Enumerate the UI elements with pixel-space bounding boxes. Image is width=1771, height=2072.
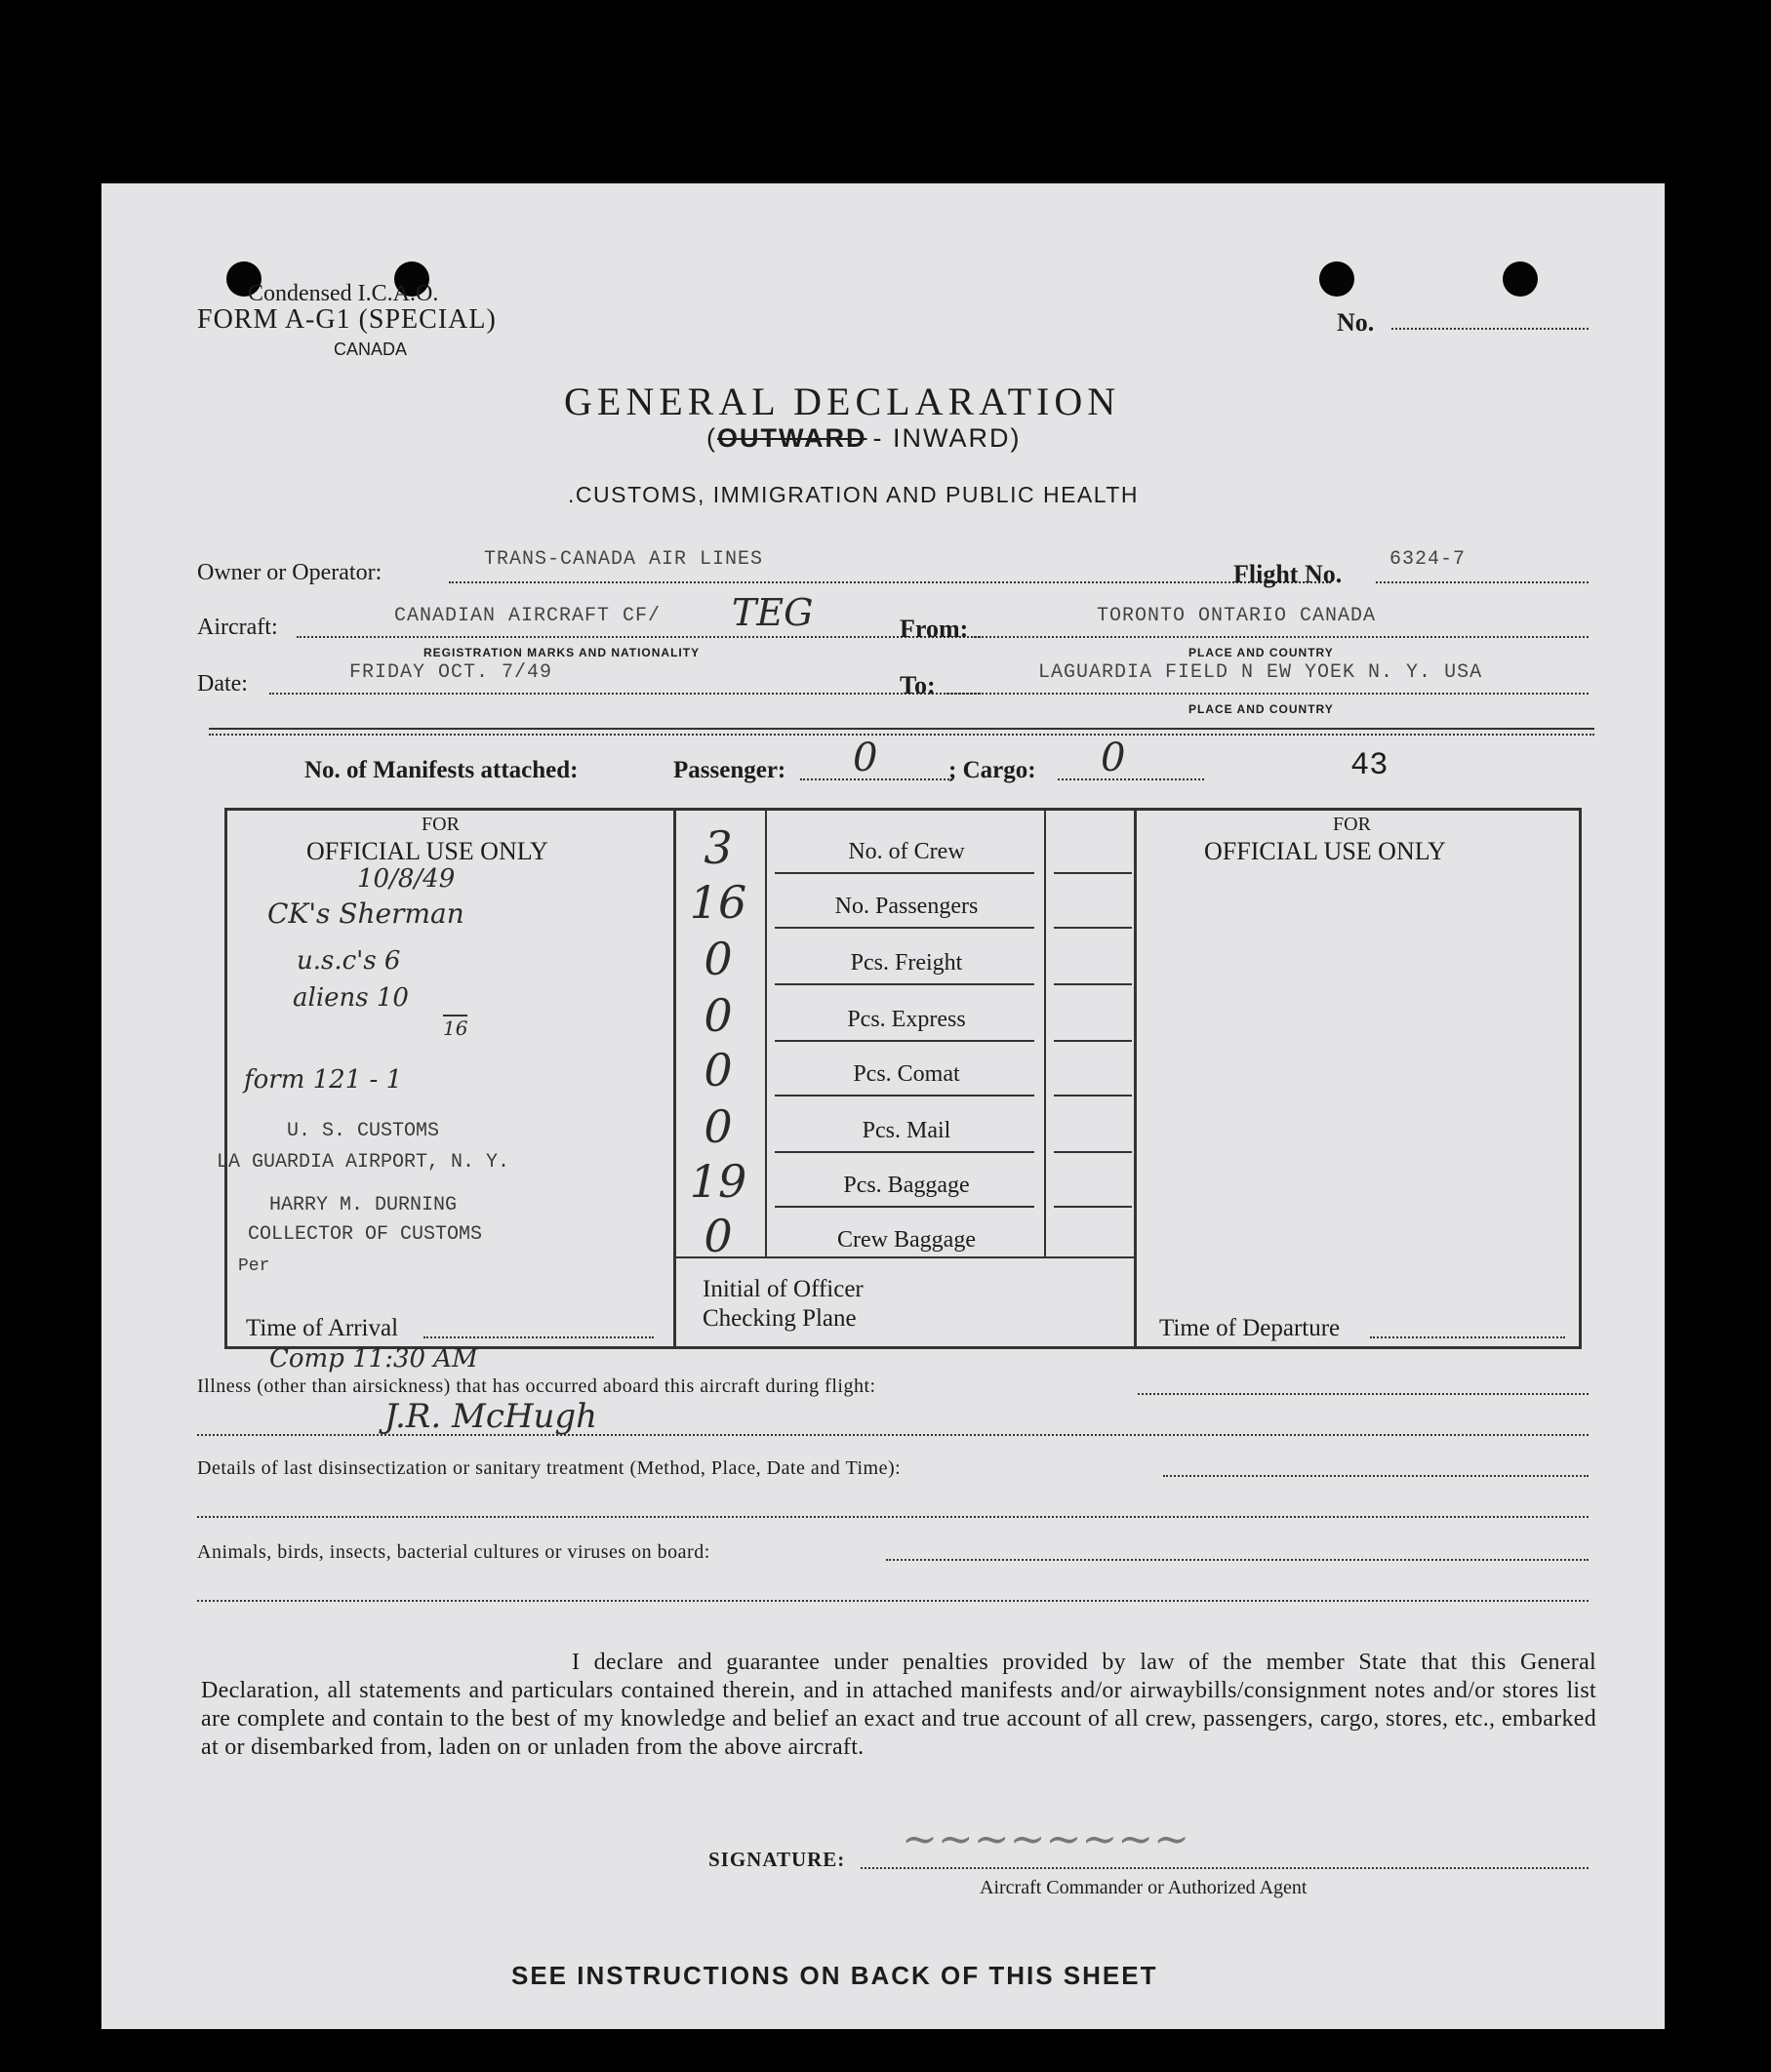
departure-time-label: Time of Departure: [1159, 1315, 1341, 1341]
divider-left-middle: [673, 808, 676, 1349]
divider-values-labels: [765, 808, 767, 1256]
stamp-line2: LA GUARDIA AIRPORT, N. Y.: [217, 1151, 510, 1174]
form-line3: CANADA: [334, 339, 408, 359]
illness-line-2: [197, 1434, 1589, 1436]
initial-row-rule: [1054, 927, 1132, 929]
from-caption: PLACE AND COUNTRY: [1188, 646, 1334, 659]
to-label: To:: [900, 671, 936, 699]
illness-line: [1138, 1393, 1589, 1395]
disinsectization-label: Details of last disinsectization or sanitary treatment (Method, Place, Date and Time):: [197, 1457, 902, 1479]
to-line: [946, 693, 1589, 695]
cargo-manifest-line: [1058, 778, 1204, 780]
aircraft-registration-hand: TEG: [732, 591, 814, 634]
right-official-title: OFFICIAL USE ONLY: [1204, 837, 1446, 865]
hand-completed-time: Comp 11:30 AM: [269, 1344, 478, 1374]
table-top-border: [224, 808, 1581, 811]
owner-line: [449, 581, 1331, 583]
aircraft-label: Aircraft:: [197, 615, 278, 640]
date-line: [269, 693, 984, 695]
initial-row-rule: [1054, 1151, 1132, 1153]
aircraft-caption: REGISTRATION MARKS AND NATIONALITY: [423, 646, 701, 659]
agencies-heading: .CUSTOMS, IMMIGRATION AND PUBLIC HEALTH: [568, 482, 1140, 507]
left-for-label: FOR: [422, 814, 460, 835]
animals-label: Animals, birds, insects, bacterial cultures or viruses on board:: [197, 1541, 710, 1563]
baggage-count: 19: [689, 1155, 747, 1208]
initial-row-rule: [1054, 1040, 1132, 1042]
direction-open: (: [706, 423, 717, 453]
count-row-rule: [775, 872, 1034, 874]
initial-officer-label: Initial of Officer: [703, 1276, 864, 1302]
number-label: No.: [1337, 308, 1375, 337]
flight-value: 6324-7: [1389, 548, 1467, 571]
left-official-title: OFFICIAL USE ONLY: [306, 837, 548, 865]
page-title: GENERAL DECLARATION: [564, 379, 1121, 423]
passenger-manifest-label: Passenger:: [673, 757, 786, 783]
hand-date: 10/8/49: [357, 864, 456, 894]
crew-count-label: No. of Crew: [848, 839, 965, 864]
owner-value: TRANS-CANADA AIR LINES: [484, 548, 764, 571]
signature-label: SIGNATURE:: [708, 1848, 846, 1871]
table-left-border: [224, 808, 227, 1349]
checking-plane-label: Checking Plane: [703, 1305, 857, 1332]
aircraft-line: [297, 636, 984, 638]
table-right-border: [1579, 808, 1582, 1349]
stamp-line3: HARRY M. DURNING: [269, 1194, 458, 1216]
stamp-line1: U. S. CUSTOMS: [287, 1120, 440, 1142]
initial-row-rule: [1054, 1206, 1132, 1208]
to-caption: PLACE AND COUNTRY: [1188, 702, 1334, 716]
from-label: From:: [900, 615, 969, 643]
header-divider: [209, 728, 1594, 730]
hand-officer-signature: J.R. McHugh: [384, 1397, 598, 1436]
date-value: FRIDAY OCT. 7/49: [349, 661, 553, 684]
manifests-label: No. of Manifests attached:: [304, 757, 579, 783]
header-divider-dots: [209, 734, 1594, 736]
direction-line: [706, 423, 1021, 454]
stamp-line5: Per: [238, 1256, 270, 1276]
express-count-label: Pcs. Express: [847, 1007, 966, 1032]
illness-label: Illness (other than airsickness) that has occurred aboard this aircraft during flight:: [197, 1375, 876, 1397]
disinsectization-line: [1163, 1475, 1589, 1477]
initial-row-rule: [1054, 1095, 1132, 1096]
comat-count-label: Pcs. Comat: [853, 1061, 960, 1087]
stamp-line4: COLLECTOR OF CUSTOMS: [248, 1223, 483, 1246]
declaration-sheet: [101, 183, 1665, 2029]
crew-baggage-count: 0: [704, 1210, 733, 1262]
footer-instructions: SEE INSTRUCTIONS ON BACK OF THIS SHEET: [511, 1961, 1158, 1990]
hand-citizens: u.s.c's 6: [297, 946, 401, 976]
aircraft-value: CANADIAN AIRCRAFT CF/: [394, 605, 662, 627]
punch-hole: [1503, 261, 1538, 297]
baggage-count-label: Pcs. Baggage: [843, 1173, 970, 1198]
from-line: [974, 636, 1589, 638]
departure-time-line: [1370, 1336, 1565, 1338]
animals-line-2: [197, 1600, 1589, 1602]
freight-count-label: Pcs. Freight: [850, 950, 963, 976]
crew-baggage-count-label: Crew Baggage: [837, 1227, 976, 1253]
express-count: 0: [704, 989, 733, 1042]
crew-count: 3: [704, 821, 733, 874]
passenger-count: 16: [689, 876, 747, 929]
manifest-extra-number: 43: [1350, 747, 1389, 783]
hand-total: 16: [443, 1016, 468, 1040]
from-value: TORONTO ONTARIO CANADA: [1097, 605, 1377, 627]
count-row-rule: [775, 983, 1034, 985]
mail-count: 0: [704, 1100, 733, 1153]
initial-row-rule: [1054, 872, 1132, 874]
commander-signature: ~~~~~~~~: [902, 1814, 1189, 1864]
animals-line: [886, 1559, 1589, 1561]
hand-checker-name: CK's Sherman: [267, 897, 464, 930]
mail-count-label: Pcs. Mail: [862, 1118, 951, 1143]
initial-row-rule: [1054, 983, 1132, 985]
disinsectization-line-2: [197, 1516, 1589, 1518]
arrival-time-line: [423, 1336, 654, 1338]
cargo-manifest-value: 0: [1101, 736, 1126, 780]
freight-count: 0: [704, 933, 733, 985]
direction-inward: - INWARD): [872, 423, 1022, 453]
hand-form-count: form 121 - 1: [244, 1065, 403, 1095]
count-row-rule: [775, 1206, 1034, 1208]
right-for-label: FOR: [1333, 814, 1371, 835]
arrival-time-label: Time of Arrival: [246, 1315, 399, 1341]
count-row-rule: [775, 927, 1034, 929]
hand-aliens: aliens 10: [293, 983, 409, 1013]
punch-hole: [1319, 261, 1354, 297]
comat-count: 0: [704, 1044, 733, 1096]
passenger-count-label: No. Passengers: [834, 894, 979, 919]
number-line: [1391, 328, 1589, 330]
flight-line: [1376, 581, 1589, 583]
divider-labels-initials: [1044, 808, 1046, 1256]
form-line1: Condensed I.C.A.O.: [248, 281, 439, 306]
to-value: LAGUARDIA FIELD N EW YOEK N. Y. USA: [1038, 661, 1483, 684]
divider-middle-right: [1134, 808, 1137, 1349]
flight-label: Flight No.: [1233, 560, 1343, 588]
declaration-text: I declare and guarantee under penalties provided by law of the member State that this General Declaration, all statements and particulars contained therein, and in attached manifests and/or airwaybills/consignment notes and/or stores list are complete and contain to the best of my knowledge and belief an exact and true account of all crew, passengers, cargo, stores, etc., embarked at or disembarked from, laden on or unladen from the above aircraft.: [201, 1650, 1596, 1760]
owner-label: Owner or Operator:: [197, 560, 382, 585]
count-row-rule: [775, 1040, 1034, 1042]
form-line2: FORM A-G1 (SPECIAL): [197, 304, 497, 335]
passenger-manifest-value: 0: [853, 736, 878, 780]
cargo-manifest-label: ; Cargo:: [948, 757, 1036, 783]
count-row-rule: [775, 1151, 1034, 1153]
direction-outward-struck: OUTWARD: [717, 423, 867, 453]
signature-caption: Aircraft Commander or Authorized Agent: [980, 1877, 1308, 1898]
count-row-rule: [775, 1095, 1034, 1096]
signature-line: [861, 1867, 1589, 1869]
date-label: Date:: [197, 671, 248, 697]
